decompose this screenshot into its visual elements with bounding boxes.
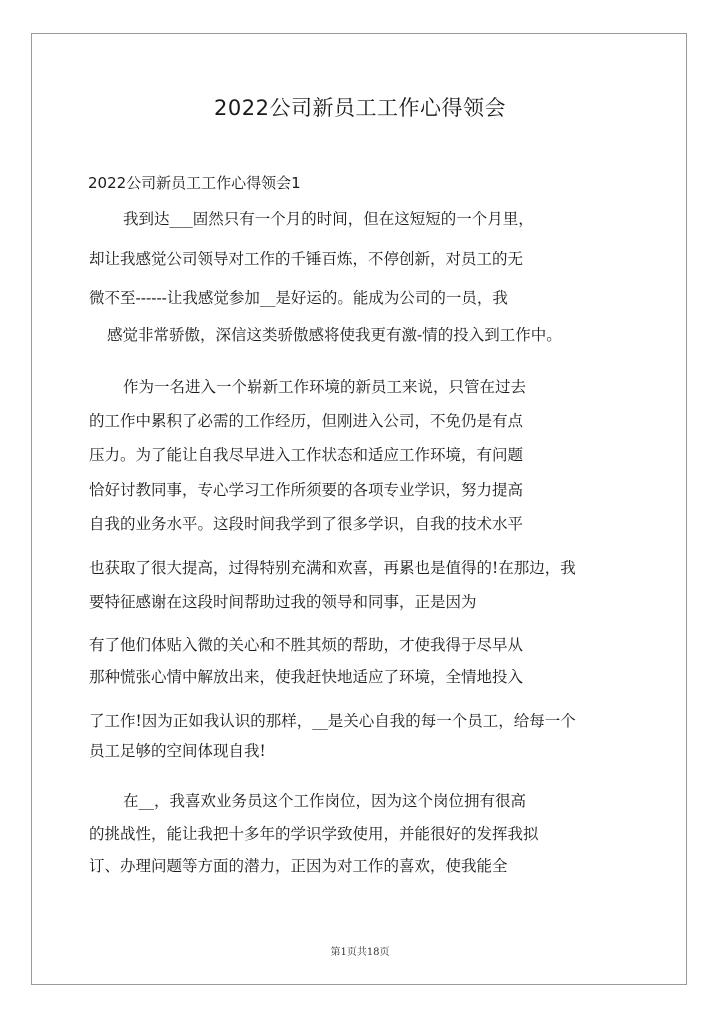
- body-line: 的挑战性，能让我把十多年的学识学致使用，并能很好的发挥我拟: [89, 825, 539, 843]
- body-line: 我到达___固然只有一个月的时间，但在这短短的一个月里，: [123, 210, 534, 228]
- section-heading: 2022公司新员工工作心得领会1: [88, 174, 301, 192]
- body-line: 要特征感谢在这段时间帮助过我的领导和同事，正是因为: [89, 593, 477, 611]
- body-line: 订、办理问题等方面的潜力，正因为对工作的喜欢，使我能全: [89, 857, 508, 875]
- body-line: 了工作!因为正如我认识的那样，__是关心自我的每一个员工，给每一个: [89, 712, 576, 730]
- body-line: 在__，我喜欢业务员这个工作岗位，因为这个岗位拥有很高: [123, 792, 527, 810]
- body-line: 作为一名进入一个崭新工作环境的新员工来说，只管在过去: [123, 378, 527, 396]
- body-line: 微不至------让我感觉参加__是好运的。能成为公司的一员，我: [89, 289, 508, 307]
- body-line: 恰好讨教同事，专心学习工作所须要的各项专业学识，努力提高: [89, 481, 524, 499]
- body-line: 那种慌张心情中解放出来，使我赶快地适应了环境，全情地投入: [89, 668, 524, 686]
- body-line: 有了他们体贴入微的关心和不胜其烦的帮助，才使我得于尽早从: [89, 636, 524, 654]
- document-title: 2022公司新员工工作心得领会: [214, 96, 506, 120]
- body-line: 压力。为了能让自我尽早进入工作状态和适应工作环境，有问题: [89, 446, 524, 464]
- body-line: 却让我感觉公司领导对工作的千锤百炼，不停创新，对员工的无: [89, 250, 524, 268]
- body-line: 自我的业务水平。这段时间我学到了很多学识，自我的技术水平: [89, 515, 524, 533]
- body-line: 也获取了很大提高，过得特别充满和欢喜，再累也是值得的!在那边，我: [89, 559, 576, 577]
- body-line: 的工作中累积了必需的工作经历，但刚进入公司，不免仍是有点: [89, 412, 524, 430]
- body-line: 员工足够的空间体现自我!: [89, 742, 266, 760]
- body-line: 感觉非常骄傲，深信这类骄傲感将使我更有激-情的投入到工作中。: [107, 326, 562, 344]
- page-number: 第1页共18页: [330, 947, 390, 958]
